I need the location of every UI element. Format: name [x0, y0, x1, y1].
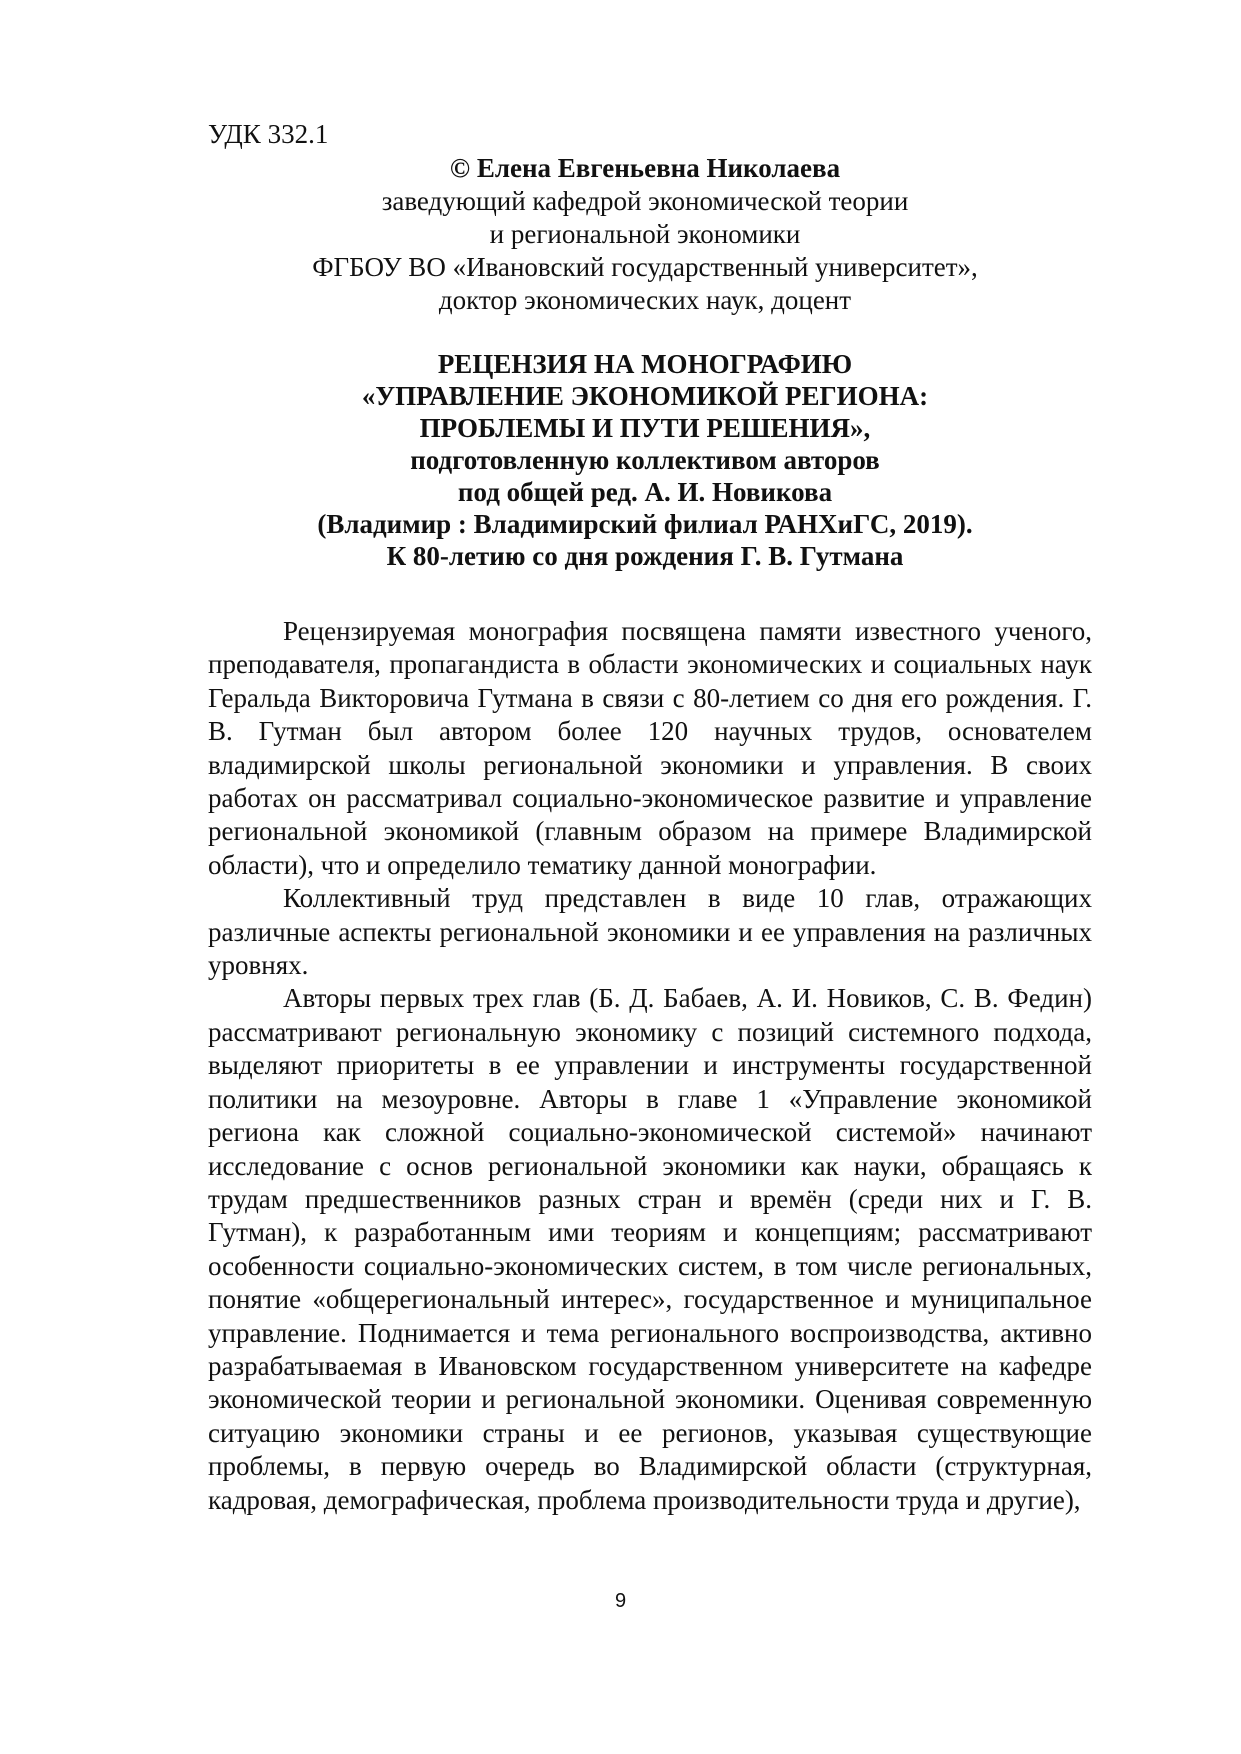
author-position-line: и региональной экономики — [489, 219, 801, 249]
title-line: К 80-летию со дня рождения Г. В. Гутмана — [386, 541, 904, 571]
udk-code: УДК 332.1 — [208, 119, 329, 149]
paragraph: Коллективный труд представлен в виде 10 глав, отражающих различные аспекты региональной экономики и ее управления на различных уровнях. — [208, 883, 1092, 981]
paragraph: Авторы первых трех глав (Б. Д. Бабаев, А. И. Новиков, С. В. Федин) рассматривают региональную экономику с позиций системного подхода, выделяют приоритеты в ее управлении и инструменты государственной политики на мезоуровне. Авторы в главе 1 «Управление экономикой региона как сложной социально-экономической системой» начинают исследование с основ региональной экономики как науки, обращаясь к трудам предшественников разных стран и времён (среди них и Г. В. Гутман), к разработанным ими теориям и концепциям; рассматривают особенности социально-экономических систем, в том числе региональных, понятие «общерегиональный интерес», государственное и муниципальное управление. Поднимается и тема регионального воспроизводства, активно разрабатываемая в Ивановском государственном университете на кафедре экономической теории и региональной экономики. Оценивая современную ситуацию экономики страны и ее регионов, указывая существующие проблемы, в первую очередь во Владимирской области (структурная, кадровая, демографическая, проблема производительности труда и другие), — [208, 983, 1092, 1515]
page-number: 9 — [614, 1590, 627, 1612]
title-line: РЕЦЕНЗИЯ НА МОНОГРАФИЮ — [437, 349, 853, 379]
title-line: под общей ред. А. И. Новикова — [457, 477, 833, 507]
title-line: подготовленную коллективом авторов — [410, 445, 880, 475]
author-degree-line: доктор экономических наук, доцент — [438, 285, 852, 315]
title-line: ПРОБЛЕМЫ И ПУТИ РЕШЕНИЯ», — [419, 413, 871, 443]
author-position-line: заведующий кафедрой экономической теории — [381, 186, 909, 216]
paragraph: Рецензируемая монография посвящена памяти известного ученого, преподавателя, пропагандиста в области экономических и социальных наук Геральда Викторовича Гутмана в связи с 80-летием со дня его рождения. Г. В. Гутман был автором более 120 научных трудов, основателем владимирской школы региональной экономики и управления. В своих работах он рассматривал социально-экономическое развитие и управление региональной экономикой (главным образом на примере Владимирской области), что и определило тематику данной монографии. — [208, 616, 1092, 880]
author-name: © Елена Евгеньевна Николаева — [449, 153, 841, 183]
author-block — [190, 152, 1100, 317]
title-line: «УПРАВЛЕНИЕ ЭКОНОМИКОЙ РЕГИОНА: — [361, 381, 929, 411]
author-affiliation-line: ФГБОУ ВО «Ивановский государственный университет», — [312, 252, 978, 282]
body-text — [208, 615, 1092, 1517]
title-line: (Владимир : Владимирский филиал РАНХиГС, 2019). — [317, 509, 973, 539]
review-title — [190, 348, 1100, 572]
